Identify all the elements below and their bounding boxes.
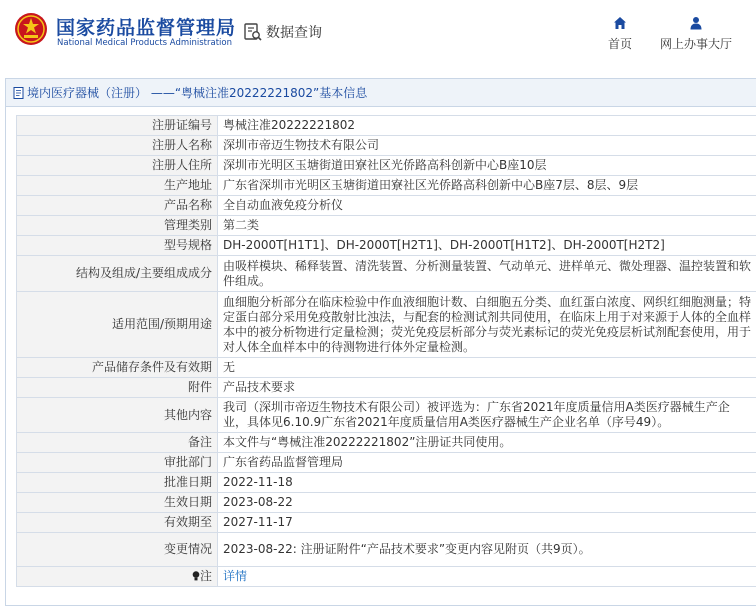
data-query-label: 数据查询 xyxy=(266,25,322,41)
field-label: 适用范围/预期用途 xyxy=(17,292,218,358)
table-row xyxy=(17,136,756,156)
nav-home[interactable] xyxy=(604,16,636,52)
field-value: DH-2000T[H1T1]、DH-2000T[H2T1]、DH-2000T[H1T2]、DH-2000T[H2T2] xyxy=(218,236,756,256)
table-row xyxy=(17,236,756,256)
field-value: 我司（深圳市帝迈生物技术有限公司）被评选为：广东省2021年度质量信用A类医疗器械生产企业，具体见6.10.9广东省2021年度质量信用A类医疗器械生产企业名单（序号49）。 xyxy=(218,398,756,433)
field-label: 审批部门 xyxy=(17,453,218,473)
table-row xyxy=(17,358,756,378)
lightbulb-icon xyxy=(192,571,200,581)
field-value: 2022-11-18 xyxy=(218,473,756,493)
field-label: 附件 xyxy=(17,378,218,398)
table-row xyxy=(17,398,756,433)
table-row xyxy=(17,453,756,473)
document-search-icon xyxy=(243,22,263,42)
table-row xyxy=(17,196,756,216)
site-header xyxy=(0,0,756,66)
field-value: 2027-11-17 xyxy=(218,513,756,533)
document-icon xyxy=(13,87,24,99)
nav-online-service-label: 网上办事大厅 xyxy=(659,37,732,51)
field-label: 有效期至 xyxy=(17,513,218,533)
field-value: 产品技术要求 xyxy=(218,378,756,398)
field-value: 粤械注准20222221802 xyxy=(218,116,756,136)
field-label: 注 xyxy=(199,569,212,583)
field-value: 无 xyxy=(218,358,756,378)
field-label: 生效日期 xyxy=(17,493,218,513)
emblem-logo-icon[interactable] xyxy=(14,12,48,46)
table-row xyxy=(17,216,756,236)
table-row xyxy=(17,176,756,196)
field-value xyxy=(218,567,756,587)
field-value: 2023-08-22 xyxy=(218,493,756,513)
nav-home-label: 首页 xyxy=(607,37,632,51)
detail-panel xyxy=(5,78,756,606)
field-value: 深圳市光明区玉塘街道田寮社区光侨路高科创新中心B座10层 xyxy=(218,156,756,176)
field-label: 产品名称 xyxy=(17,196,218,216)
table-row xyxy=(17,473,756,493)
details-link[interactable]: 详情 xyxy=(223,569,248,583)
site-brand-name[interactable]: 国家药品监督管理局 xyxy=(56,17,237,39)
field-label: 注册人住所 xyxy=(17,156,218,176)
field-label: 注册证编号 xyxy=(17,116,218,136)
field-label: 备注 xyxy=(17,433,218,453)
table-row xyxy=(17,513,756,533)
field-label: 变更情况 xyxy=(17,533,218,567)
field-value: 全自动血液免疫分析仪 xyxy=(218,196,756,216)
table-row xyxy=(17,156,756,176)
table-row xyxy=(17,493,756,513)
registration-info-table xyxy=(16,115,756,587)
table-row xyxy=(17,433,756,453)
field-value: 深圳市帝迈生物技术有限公司 xyxy=(218,136,756,156)
field-label: 其他内容 xyxy=(17,398,218,433)
field-value: 广东省药品监督管理局 xyxy=(218,453,756,473)
site-brand-english: National Medical Products Administration xyxy=(57,38,232,48)
field-label: 产品储存条件及有效期 xyxy=(17,358,218,378)
field-value: 2023-08-22: 注册证附件“产品技术要求”变更内容见附页（共9页）。 xyxy=(218,533,756,567)
table-row xyxy=(17,116,756,136)
field-label: 结构及组成/主要组成成分 xyxy=(17,256,218,292)
field-label: 注册人名称 xyxy=(17,136,218,156)
table-row xyxy=(17,256,756,292)
user-icon xyxy=(689,16,703,30)
table-row xyxy=(17,378,756,398)
field-label: 生产地址 xyxy=(17,176,218,196)
table-row xyxy=(17,567,756,587)
field-value: 第二类 xyxy=(218,216,756,236)
table-row xyxy=(17,533,756,567)
field-label: 管理类别 xyxy=(17,216,218,236)
field-value: 血细胞分析部分在临床检验中作血液细胞计数、白细胞五分类、血红蛋白浓度、网织红细胞测量；特定蛋白部分采用免疫散射比浊法，与配套的检测试剂共同使用，在临床上用于对来源于人体的全血样本中的被分析物进行定量检测；荧光免疫层析部分与荧光素标记的荧光免疫层析试剂配套使用，用于对人体全血样本中的待测物进行体外定量检测。 xyxy=(218,292,756,358)
panel-title: 境内医疗器械（注册） ——“粤械注准20222221802”基本信息 xyxy=(27,86,368,100)
panel-title-bar xyxy=(6,79,756,107)
nav-online-service-hall[interactable] xyxy=(656,16,736,52)
data-query-link[interactable] xyxy=(243,22,322,42)
table-row xyxy=(17,292,756,358)
field-value: 本文件与“粤械注准20222221802”注册证共同使用。 xyxy=(218,433,756,453)
field-value: 由吸样模块、稀释装置、清洗装置、分析测量装置、气动单元、进样单元、微处理器、温控装置和软件组成。 xyxy=(218,256,756,292)
note-label-cell xyxy=(17,567,218,587)
home-icon xyxy=(613,16,627,30)
field-value: 广东省深圳市光明区玉塘街道田寮社区光侨路高科创新中心B座7层、8层、9层 xyxy=(218,176,756,196)
field-label: 批准日期 xyxy=(17,473,218,493)
field-label: 型号规格 xyxy=(17,236,218,256)
